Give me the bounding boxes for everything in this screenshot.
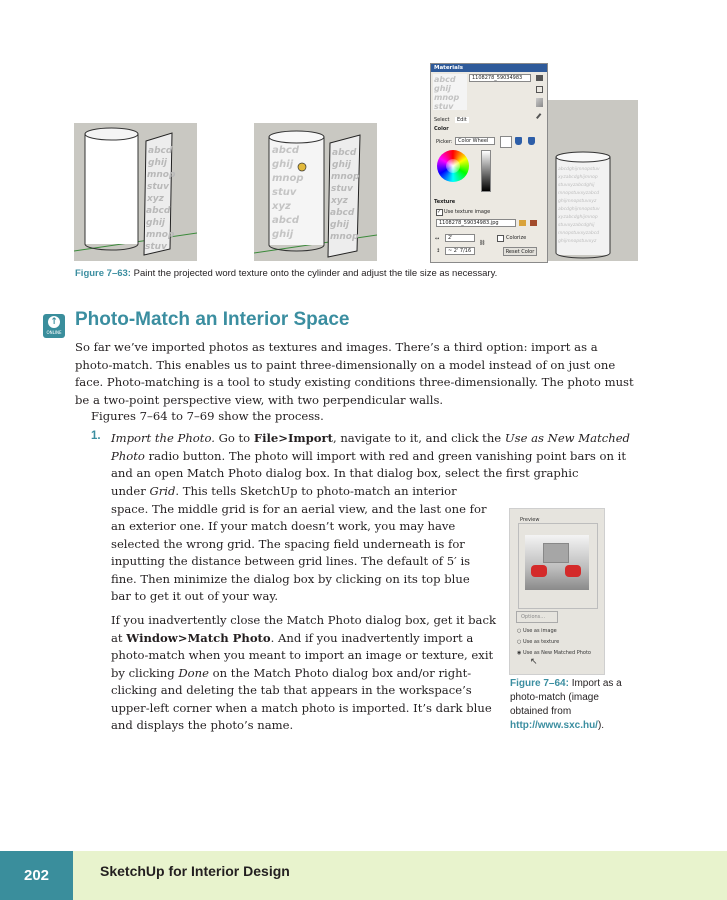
svg-text:abcdghijmnopstuv: abcdghijmnopstuv <box>558 207 600 212</box>
materials-panel <box>430 63 548 263</box>
svg-text:xyz: xyz <box>147 194 164 204</box>
step-number: 1. <box>91 430 101 442</box>
svg-text:mnop: mnop <box>331 172 360 182</box>
svg-text:abcd: abcd <box>332 148 357 158</box>
step-1-paragraph <box>111 430 631 483</box>
material-name-field[interactable]: 1108278_59034983 <box>469 74 531 82</box>
figure-7-64-text: Import as a photo-match (image obtained from <box>510 678 622 717</box>
room-window <box>543 543 569 563</box>
texture-heading: Texture <box>434 199 456 205</box>
texture-width-field[interactable]: 2' <box>445 234 475 242</box>
svg-text:abcd: abcd <box>272 215 299 226</box>
page-number: 202 <box>0 851 73 900</box>
section-heading: Photo-Match an Interior Space <box>75 309 350 330</box>
texture-swatch-icon <box>433 74 467 110</box>
create-material-icon[interactable] <box>536 86 543 93</box>
mouse-cursor-icon: ↖ <box>530 657 538 667</box>
browse-folder-icon[interactable] <box>519 220 526 226</box>
svg-text:stuv: stuv <box>434 102 454 110</box>
radio-use-as-matched-photo[interactable]: ◉ Use as New Matched Photo <box>517 650 591 656</box>
sxc-link[interactable]: http://www.sxc.hu/ <box>510 720 598 731</box>
step-text-3: radio button. The photo will import with red and green vanishing point bars on it and an open Match Photo dialog box. In that dialog box, select the first graphic <box>111 448 627 480</box>
red-chair-left <box>531 565 547 577</box>
online-badge-label: ONLINE <box>46 330 62 335</box>
width-arrow-icon: ↔ <box>435 236 440 242</box>
svg-text:xyzabcdghijmnop: xyzabcdghijmnop <box>558 215 598 220</box>
svg-text:ghij: ghij <box>272 229 294 240</box>
done-term: Done <box>178 665 209 680</box>
preview-photo <box>525 535 589 590</box>
import-dialog-preview <box>509 508 605 675</box>
step-text-2: , navigate to it, and click the <box>332 431 505 445</box>
red-chair-right <box>565 565 581 577</box>
step-text-1: Go to <box>214 431 254 445</box>
color-wheel-center <box>446 159 460 173</box>
svg-text:abcd: abcd <box>146 206 171 216</box>
texture-height-field[interactable]: ~ 2' 7/16 <box>445 247 475 255</box>
brightness-slider[interactable] <box>481 150 491 192</box>
material-thumbnail <box>433 74 467 110</box>
svg-text:stuvxyzabcdghij: stuvxyzabcdghij <box>558 183 595 188</box>
grid-term: Grid <box>149 484 176 498</box>
step-text-8: on the Match Photo dialog box and/or right-clicking and deleting the tab that appears in the workspace’s upper-left corner when a match photo is imported. It’s dark blue and displays the photo’s name. <box>111 665 492 732</box>
step-text-7: . And if you inadvertently import a photo-match when you meant to import an image or texture, exit by clicking <box>111 630 494 680</box>
caption-text: Paint the projected word texture onto the cylinder and adjust the tile size as necessary. <box>133 268 498 279</box>
svg-text:mnop: mnop <box>272 173 304 184</box>
color-swatch <box>500 136 512 148</box>
figure-7-64-end: ). <box>597 720 605 731</box>
sample-paint-icon[interactable] <box>536 98 543 107</box>
paint-bucket-icon[interactable] <box>515 137 522 145</box>
height-arrow-icon: ↕ <box>436 248 441 254</box>
options-button[interactable]: Options... <box>516 611 558 623</box>
home-icon[interactable] <box>536 75 543 81</box>
svg-text:ghij: ghij <box>146 218 166 228</box>
arrow-up-icon: ↑ <box>48 316 60 328</box>
svg-text:ghijmnopstuvxyz: ghijmnopstuvxyz <box>558 239 597 244</box>
figure-cylinder-projected <box>254 123 377 261</box>
radio-use-as-image-label: Use as image <box>522 628 557 634</box>
online-badge-icon <box>43 314 65 338</box>
picker-label: Picker: <box>436 139 453 145</box>
chain-link-icon[interactable]: ⛓ <box>479 240 486 246</box>
svg-text:ghij: ghij <box>272 159 294 170</box>
svg-text:ghijmnopstuvxyz: ghijmnopstuvxyz <box>558 199 597 204</box>
svg-text:mnopstuvxyzabcd: mnopstuvxyzabcd <box>558 231 600 236</box>
step-lead: Import the Photo. <box>111 431 215 445</box>
step-text-6: If you inadvertently close the Match Photo dialog box, get it back at <box>111 613 496 645</box>
color-heading: Color <box>434 126 449 132</box>
svg-text:mnop: mnop <box>434 93 460 102</box>
step-1-paragraph-2 <box>111 612 501 735</box>
use-texture-checkbox[interactable]: ✓ <box>437 209 442 215</box>
figure-7-64-caption <box>510 677 630 733</box>
use-as-matched-photo-option: Use as New Matched Photo <box>111 431 630 463</box>
tab-edit[interactable]: Edit <box>457 117 467 123</box>
picker-select[interactable]: Color Wheel <box>455 137 495 145</box>
intro-paragraph: So far we’ve imported photos as textures and images. There’s a third option: import as a photo-match. This enables us to paint three-dimensionally on a model instead of on just one face. Photo-matching is a tool to study existing conditions three-dimensionally. The photo must be a two-point perspective view, with two perpendicular walls. <box>75 340 634 407</box>
svg-text:abcd: abcd <box>148 146 173 156</box>
svg-text:stuv: stuv <box>331 184 353 194</box>
figures-reference: Figures 7–64 to 7–69 show the process. <box>91 409 324 423</box>
materials-title[interactable]: Materials <box>431 64 547 72</box>
figure-7-64-label: Figure 7–64: <box>510 678 569 689</box>
paint-bucket-2-icon[interactable] <box>528 137 535 145</box>
svg-text:abcd: abcd <box>272 145 299 156</box>
svg-text:mnop: mnop <box>330 232 359 242</box>
step-text-4: under <box>111 484 150 498</box>
svg-text:stuv: stuv <box>272 187 297 198</box>
reset-color-button[interactable]: Reset Color <box>503 247 537 256</box>
radio-use-as-matched-photo-label: Use as New Matched Photo <box>522 650 591 656</box>
svg-text:stuvxyzabcdghij: stuvxyzabcdghij <box>558 223 595 228</box>
figure-label: Figure 7–63: <box>75 268 131 279</box>
svg-text:mnopstuvxyzabcd: mnopstuvxyzabcd <box>558 191 600 196</box>
svg-text:mnop: mnop <box>147 170 176 180</box>
svg-text:xyzabcdghijmnop: xyzabcdghijmnop <box>558 175 598 180</box>
figure-cylinder-plain <box>74 123 197 261</box>
tab-select[interactable]: Select <box>434 117 450 123</box>
svg-text:ghij: ghij <box>332 160 352 170</box>
texture-file-field[interactable]: 1108278_59034983.jpg <box>436 219 516 227</box>
book-title: SketchUp for Interior Design <box>100 863 290 879</box>
file-import-command: File>Import <box>253 431 333 445</box>
cylinder-textured-illustration <box>545 100 638 261</box>
svg-text:mnop: mnop <box>146 230 175 240</box>
radio-use-as-image[interactable]: ○ Use as image <box>517 628 557 634</box>
svg-text:xyz: xyz <box>331 196 348 206</box>
eyedropper-icon[interactable] <box>536 113 546 123</box>
svg-text:xyz: xyz <box>272 201 291 212</box>
use-texture-label: Use texture image <box>444 209 491 215</box>
svg-text:abcdghijmnopstuv: abcdghijmnopstuv <box>558 167 600 172</box>
radio-use-as-texture[interactable]: ○ Use as texture <box>517 639 560 645</box>
svg-text:ghij: ghij <box>434 84 451 93</box>
preview-label: Preview <box>520 517 540 523</box>
window-matchphoto-command: Window>Match Photo <box>126 630 271 645</box>
svg-text:ghij: ghij <box>148 158 168 168</box>
svg-text:ghij: ghij <box>330 220 350 230</box>
step-text-5: . This tells SketchUp to photo-match an interior space. The middle grid is for an aerial view, and the last one for an exterior one. If your match doesn’t work, you may have selected the wrong grid. The spacing field underneath is for inputting the distance between grid lines. The default of 5′ is fine. Then minimize the dialog box by clicking on its top blue bar to get it out of your way. <box>111 484 487 603</box>
cylinder-plain-illustration <box>74 123 197 261</box>
colorize-label: Colorize <box>506 235 527 241</box>
colorize-checkbox[interactable] <box>497 235 504 242</box>
figure-7-63-caption <box>75 268 497 279</box>
figure-cylinder-textured <box>545 100 638 261</box>
svg-text:abcd: abcd <box>434 75 456 84</box>
step-1-continued <box>111 483 491 606</box>
svg-text:stuv: stuv <box>145 242 167 252</box>
edit-texture-icon[interactable] <box>530 220 537 226</box>
cylinder-projected-illustration <box>254 123 377 261</box>
svg-text:abcd: abcd <box>330 208 355 218</box>
svg-text:stuv: stuv <box>147 182 169 192</box>
radio-use-as-texture-label: Use as texture <box>522 639 560 645</box>
